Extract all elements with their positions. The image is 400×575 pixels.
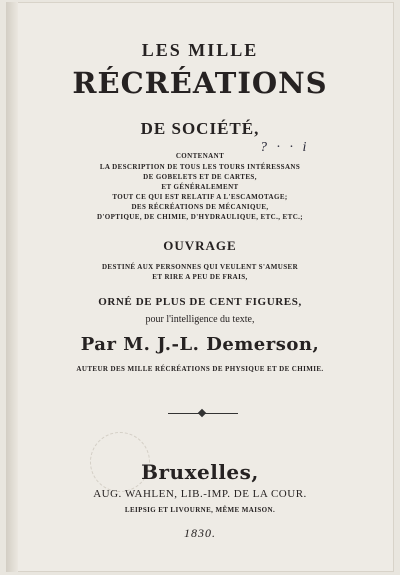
imprint-year: 1830. — [184, 526, 216, 540]
title-line-2: RÉCRÉATIONS — [72, 66, 328, 100]
title-line-3: DE SOCIÉTÉ, — [140, 119, 260, 138]
author-subtitle: AUTEUR DES MILLE RÉCRÉATIONS DE PHYSIQUE ET DE CHIMIE. — [76, 365, 324, 373]
description-line: TOUT CE QUI EST RELATIF A L'ESCAMOTAGE; — [112, 193, 288, 201]
imprint-printer: AUG. WAHLEN, LIB.-IMP. DE LA COUR. — [93, 488, 307, 500]
description-line: ET GÉNÉRALEMENT — [161, 183, 239, 191]
destine-block — [6, 262, 394, 282]
intelligence-note: pour l'intelligence du texte, — [145, 314, 255, 325]
description-line: DE GOBELETS ET DE CARTES, — [143, 173, 257, 181]
description-line: LA DESCRIPTION DE TOUS LES TOURS INTÉRESSANS — [99, 163, 301, 171]
ouvrage-heading: OUVRAGE — [163, 238, 237, 253]
handwritten-note: ? · · i — [260, 140, 310, 155]
title-line-1: LES MILLE — [141, 40, 259, 60]
description-line: D'OPTIQUE, DE CHIMIE, D'HYDRAULIQUE, ETC., ETC.; — [96, 213, 304, 221]
destine-line: ET RIRE A PEU DE FRAIS, — [152, 273, 248, 281]
author-line: Par M. J.-L. Demerson, — [80, 334, 320, 355]
figures-note: ORNÉ DE PLUS DE CENT FIGURES, — [98, 296, 302, 308]
description-line: DES RÉCRÉATIONS DE MÉCANIQUE, — [131, 203, 269, 211]
description-block — [6, 162, 394, 222]
imprint-city: Bruxelles, — [141, 460, 259, 484]
destine-line: DESTINÉ AUX PERSONNES QUI VEULENT S'AMUSER — [101, 263, 299, 271]
imprint-printer-sub: LEIPSIG ET LIVOURNE, MÊME MAISON. — [124, 506, 276, 514]
contenant-label: CONTENANT — [175, 152, 225, 160]
ornamental-rule — [168, 412, 238, 414]
title-page — [6, 2, 394, 572]
